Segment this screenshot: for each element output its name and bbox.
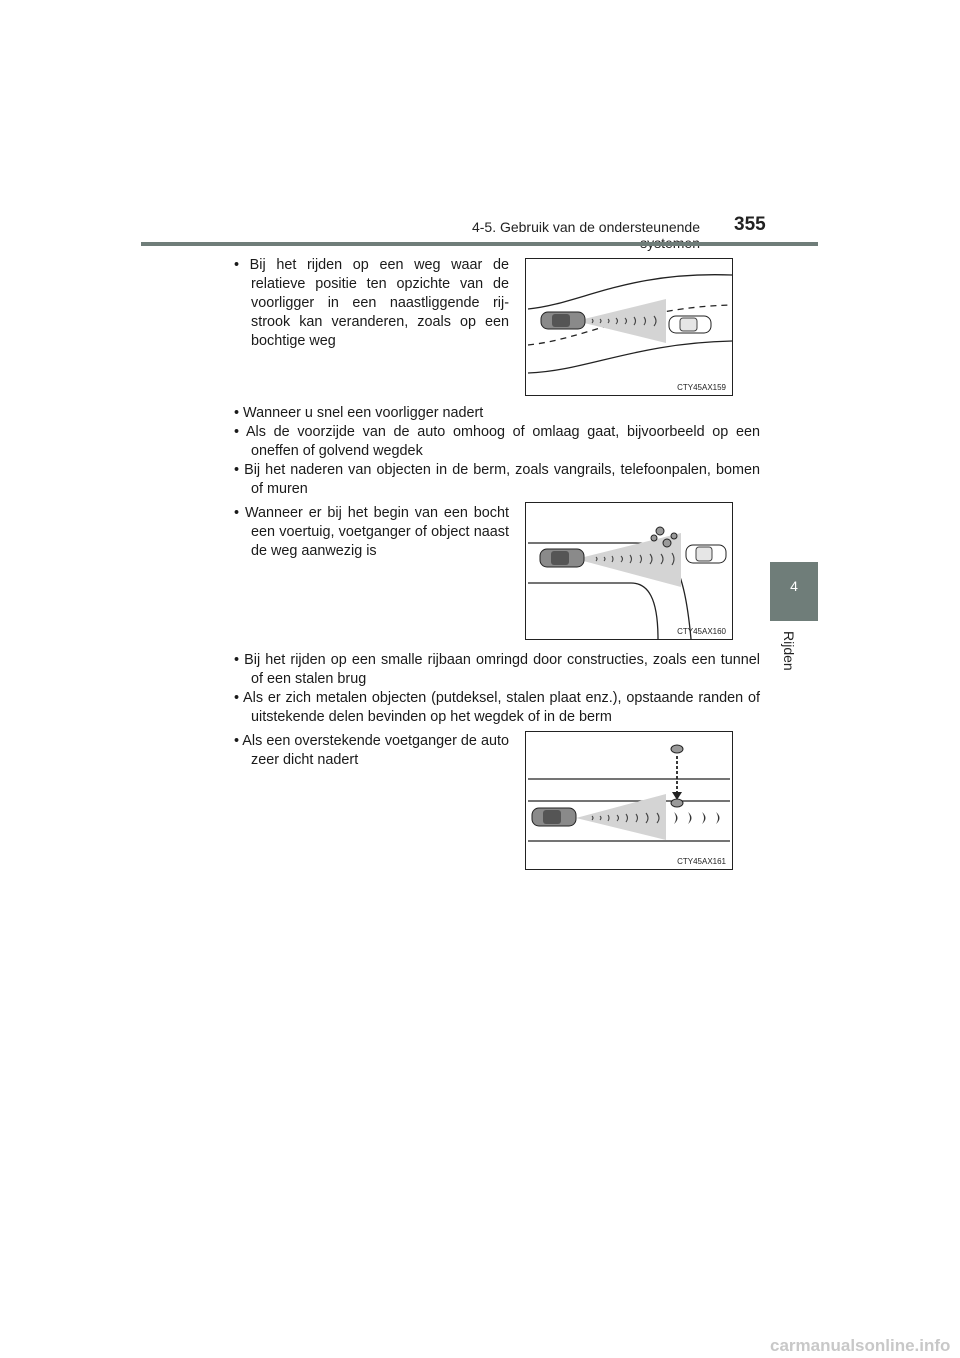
bullet-metal-objects: • Als er zich metalen objecten (putdeksel, stalen plaat enz.), opstaande randen of uitstekende delen bevinden op het wegdek of in de berm (234, 690, 760, 725)
bullet-uneven-road: • Als de voorzijde van de auto omhoog of omlaag gaat, bijvoorbeeld op een oneffen of golvend wegdek (234, 424, 760, 459)
section-title: 4-5. Gebruik van de ondersteunende (471, 219, 700, 235)
pedestrian-crossing-illustration (526, 732, 732, 869)
preceding-car-icon (686, 545, 726, 563)
figure-code: CTY45AX161 (677, 857, 726, 866)
bullet-roadside-objects: • Bij het naderen van objecten in de berm, zoals vangrails, telefoonpalen, bomen of muren (234, 462, 760, 497)
own-car-icon (541, 312, 585, 329)
figure-code: CTY45AX159 (677, 383, 726, 392)
chapter-name: Rijden (781, 631, 797, 671)
bullet-winding-road: • Bij het rijden op een weg waar de relatieve positie ten opzichte van de voorligger in een naastliggende rij-strook kan veranderen, zoals op een bochtige weg (234, 257, 509, 349)
bullet-crossing-pedestrian: • Als een overstekende voetganger de auto zeer dicht nadert (234, 733, 509, 768)
header-divider (141, 242, 818, 246)
figure-winding-road (525, 258, 733, 396)
curve-road-illustration (526, 503, 732, 639)
chapter-number: 4 (790, 578, 798, 594)
figure-crossing-pedestrian (525, 731, 733, 870)
page-number: 355 (734, 214, 766, 235)
bullet-narrow-lane: • Bij het rijden op een smalle rijbaan omringd door constructies, zoals een tunnel of een stalen brug (234, 652, 760, 687)
preceding-car-icon (669, 316, 711, 333)
own-car-icon (540, 549, 584, 567)
figure-code: CTY45AX160 (677, 627, 726, 636)
watermark: carmanualsonline.info (770, 1336, 951, 1355)
figure-curve-start (525, 502, 733, 640)
bullet-curve-start: • Wanneer er bij het begin van een bocht een voertuig, voetganger of object naast de weg aanwezig is (234, 505, 509, 559)
bullet-approach-fast: • Wanneer u snel een voorligger nadert (234, 405, 484, 421)
own-car-icon (532, 808, 576, 826)
winding-road-illustration (526, 259, 732, 395)
